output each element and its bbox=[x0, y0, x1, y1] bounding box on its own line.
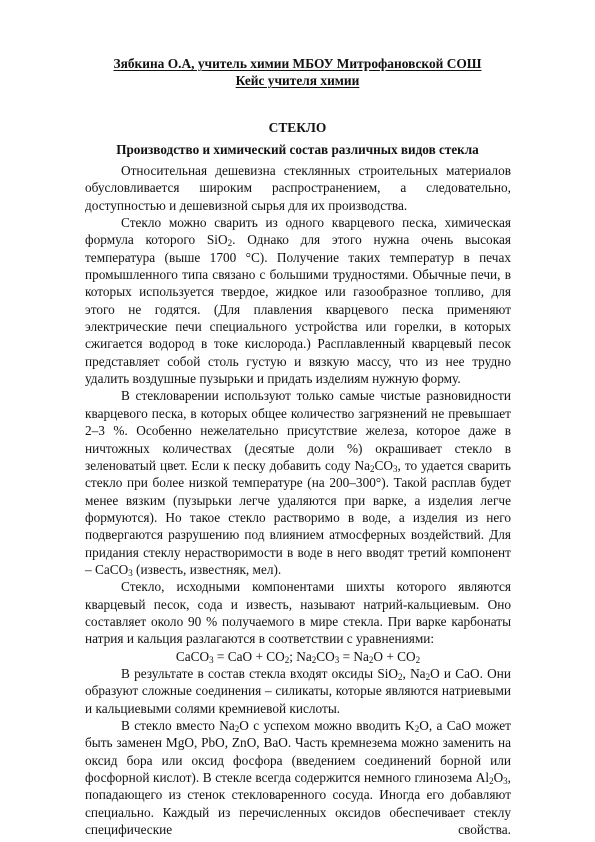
document-title: СТЕКЛО bbox=[268, 120, 327, 135]
document-body bbox=[85, 162, 511, 838]
case-line: Кейс учителя химии bbox=[235, 73, 360, 88]
paragraph: В стекловарении используют только самые чистые разновидности кварцевого песка, в которых общее количество загрязнений не превышает 2–3 %. Особенно нежелательно присутствие железа, которое даже в ничтожных количествах (десятые доли %) окрашивает стекло в зеленоватый цвет. Если к песку добавить соду $Na_2CO_3$, то удается сварить стекло при более низкой температуре (на 200–300°). Такой расплав будет менее вязким (пузырьки легче удаляются при варке, а изделия легче формуются). Но такое стекло растворимо в воде, а изделия из него подвергаются разрушению под влиянием атмосферных воздействий. Для придания стеклу нерастворимости в воде в него вводят третий компонент – CaCO$_3$ (известь, известняк, мел). bbox=[85, 388, 511, 578]
paragraph: Относительная дешевизна стеклянных строительных материалов обусловливается широким распространением, а следовательно, доступностью и дешевизной сырья для их производства. bbox=[85, 163, 511, 213]
document-subtitle: Производство и химический состав различных видов стекла bbox=[116, 142, 479, 157]
paragraph: В стекло вместо $Na_2O$ с успехом можно вводить $K_2O$, а CaO может быть заменен MgO, PbO, ZnO, BaO. Часть кремнезема можно заменить на оксид бора или оксид фосфора (введением соединений борной или фосфорной кислот). В стекле всегда содержится немного глинозема $Al_2O_3$, попадающего из стенок стекловаренного сосуда. Иногда его добавляют специально. Каждый из перечисленных оксидов обеспечивает стеклу специфические свойства. bbox=[85, 718, 511, 838]
equation-line: CaCO$_3$ = CaO + $CO_2$; $Na_2CO_3 = Na_2O + CO_2$ bbox=[175, 648, 421, 665]
case-header bbox=[0, 72, 595, 89]
author-header bbox=[0, 55, 595, 72]
paragraph: Стекло, исходными компонентами шихты которого являются кварцевый песок, сода и известь, называют натрий-кальциевым. Оно составляет около 90 % получаемого в мире стекла. При варке карбонаты натрия и кальция разлагаются в соответствии с уравнениями: bbox=[85, 579, 511, 647]
paragraph: Стекло можно сварить из одного кварцевого песка, химическая формула которого SiO$_2$. Однако для этого нужна очень высокая температура (выше 1700 °С). Получение таких температур в печах промышленного типа связано с большими трудностями. Обычные печи, в которых используется твердое, жидкое или газообразное топливо, для этого не годятся. (Для плавления кварцевого песка применяют электрические печи специального устройства или горелки, в которых сжигается водород в токе кислорода.) Расплавленный кварцевый песок представляет собой столь густую и вязкую массу, что из нее трудно удалить воздушные пузырьки и придать изделиям нужную форму. bbox=[85, 215, 511, 387]
paragraph: В результате в состав стекла входят оксиды SiO$_2$, $Na_2O$ и CaO. Они образуют сложные соединения – силикаты, которые являются натриевыми и кальциевыми солями кремниевой кислоты. bbox=[85, 665, 511, 716]
author-line: Зябкина О.А, учитель химии МБОУ Митрофановской СОШ bbox=[113, 56, 482, 71]
